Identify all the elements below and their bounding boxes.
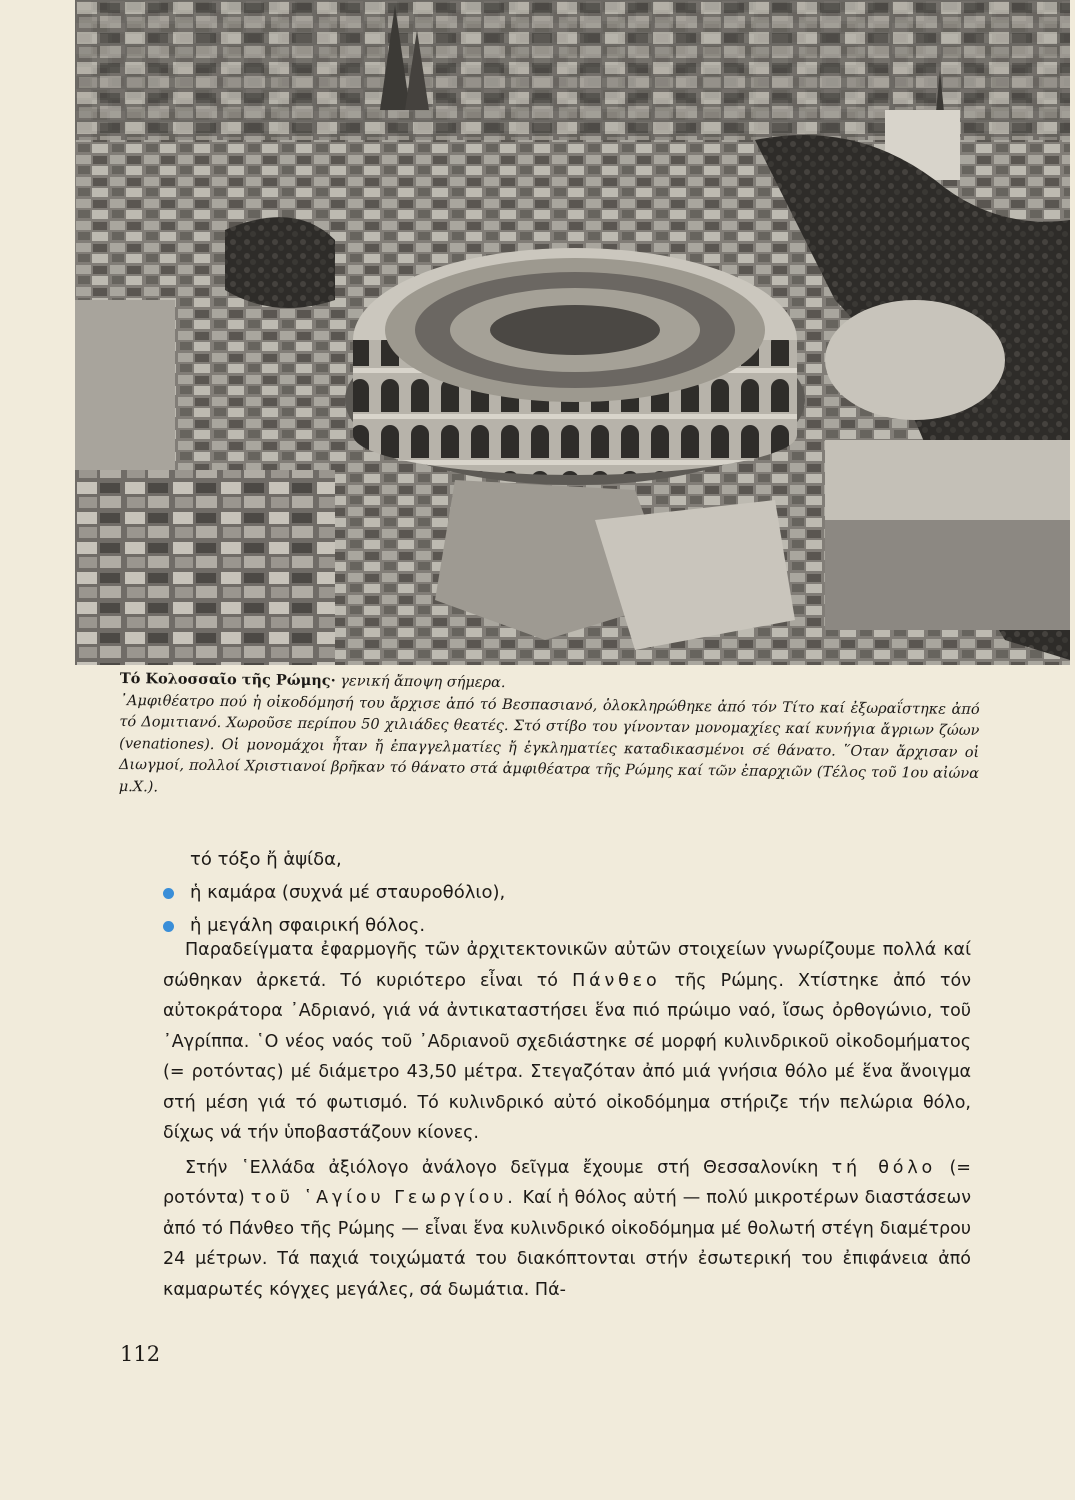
saint-george-term: τοῦ ῾Αγίου Γεωργίου. bbox=[250, 1188, 517, 1208]
caption-body: ᾿Αμφιθέατρο πού ἡ οἰκοδόμησή του ἄρχισε ἀπό τό Βεσπασιανό, ὁλοκληρώθηκε ἀπό τόν Τίτο καί ἐξωραΐστηκε ἀπό τό Δομιτιανό. Χωροῦσε περίπου 50 χιλιάδες θεατές. Στό στίβο του γίνονταν μονομαχίες καί κυνήγια ἄγριων ζώων (venationes). Οἱ μονομάχοι ἦταν ἤ ἐπαγγελματίες ἤ ἐγκληματίες καταδικασμένοι σέ θάνατο. ῞Οταν ἄρχισαν οἱ Διωγμοί, πολλοί Χριστιανοί βρῆκαν τό θάνατο στά ἀμφιθέατρα τῆς Ρώμης καί τῶν ἐπαρχιῶν (Τέλος τοῦ 1ου αἰώνα μ.Χ.). bbox=[118, 692, 980, 795]
paragraph-text: (= ροτόντα) bbox=[163, 1157, 971, 1208]
caption-subtitle: γενική ἄποψη σήμερα. bbox=[340, 673, 506, 692]
element-list bbox=[163, 843, 983, 942]
list-item bbox=[163, 843, 983, 876]
main-text bbox=[163, 935, 971, 1309]
bullet-icon bbox=[163, 921, 174, 932]
paragraph-text: Καί ἡ θόλος αὐτή — πολύ μικροτέρων διαστάσεων ἀπό τό Πάνθεο τῆς Ρώμης — εἶναι ἕνα κυλινδρικό οἰκοδόμημα μέ θολωτή στέγη διαμέτρου 24 μέτρων. Τά παχιά τοιχώματά του διακόπτονται στήν ἐσωτερική του ἐπιφάνεια ἀπό καμαρωτές κόγχες μεγάλες, σά δωμάτια. Πά- bbox=[163, 1188, 971, 1300]
list-item-text: ἡ μεγάλη σφαιρική θόλος. bbox=[190, 915, 426, 936]
list-item-text: τό τόξο ἤ ἁψίδα, bbox=[190, 849, 342, 870]
paragraph-text: Στήν ῾Ελλάδα ἀξιόλογο ἀνάλογο δεῖγμα ἔχουμε στή Θεσσαλονίκη bbox=[185, 1157, 819, 1178]
caption-title: Τό Κολοσσαῖο τῆς Ρώμης· bbox=[119, 669, 336, 690]
paragraph-text: Παραδείγματα ἐφαρμογῆς τῶν ἀρχιτεκτονικῶν αὐτῶν στοιχείων γνωρίζουμε πολλά καί σώθηκαν ἀρκετά. Τό κυριότερο εἶναι τό bbox=[163, 940, 971, 991]
colosseum-photo bbox=[75, 0, 1070, 665]
page-number: 112 bbox=[120, 1342, 161, 1366]
paragraph-text: τῆς Ρώμης. Χτίστηκε ἀπό τόν αὐτοκράτορα ᾿Αδριανό, γιά νά ἀντικαταστήσει ἕνα πιό πρώιμο ναό, ἴσως ὀρθογώνιο, τοῦ ᾿Αγρίππα. ῾Ο νέος ναός τοῦ ᾿Αδριανοῦ σχεδιάστηκε σέ μορφή κυλινδρικοῦ οἰκοδομήματος (= ροτόντας) μέ διάμετρο 43,50 μέτρα. Στεγαζόταν ἀπό μιά γνήσια θόλο μέ ἕνα ἄνοιγμα στή μέση γιά τό φωτισμό. Τό κυλινδρικό αὐτό οἰκοδόμημα στήριζε τήν πελώρια θόλο, δίχως νά τήν ὑποβαστάζουν κίονες. bbox=[163, 970, 971, 1143]
paragraph-pantheon bbox=[163, 935, 971, 1149]
paragraph-rotonda bbox=[163, 1153, 971, 1306]
pantheon-term: Πάνθεο bbox=[572, 970, 661, 991]
rotonda-term: τή θόλο bbox=[831, 1157, 937, 1178]
bullet-icon bbox=[163, 888, 174, 899]
photo-caption bbox=[119, 668, 980, 807]
list-item bbox=[163, 876, 983, 909]
list-item-text: ἡ καμάρα (συχνά μέ σταυροθόλιο), bbox=[190, 882, 506, 903]
